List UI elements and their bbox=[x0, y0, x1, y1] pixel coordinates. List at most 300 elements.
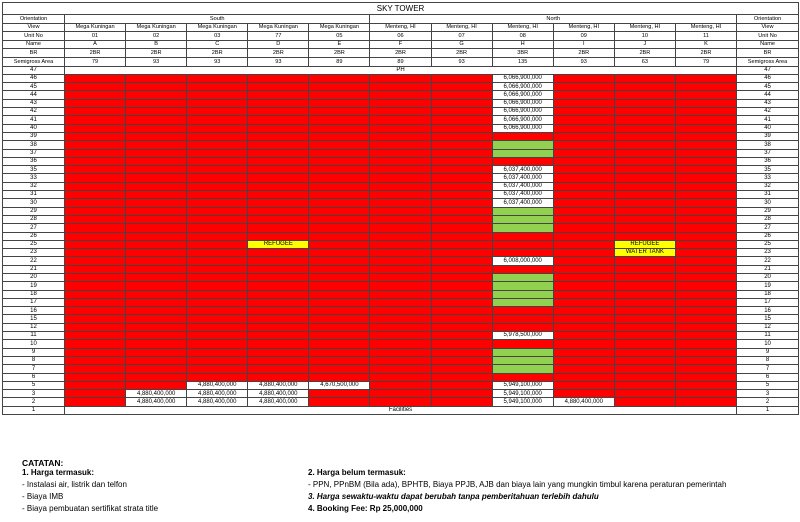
floor-number: 7 bbox=[3, 365, 65, 373]
sold-unit-cell bbox=[553, 365, 614, 373]
sold-unit-cell bbox=[614, 232, 675, 240]
included-item: - Instalasi air, listrik dan telfon bbox=[22, 480, 127, 489]
floor-number: 8 bbox=[3, 356, 65, 364]
sold-unit-cell bbox=[309, 199, 370, 207]
floor-number: 37 bbox=[3, 149, 65, 157]
sold-unit-cell bbox=[431, 249, 492, 257]
sold-unit-cell bbox=[553, 166, 614, 174]
floor-row bbox=[3, 91, 799, 99]
floor-row bbox=[3, 141, 799, 149]
sold-unit-cell bbox=[248, 83, 309, 91]
sold-unit-cell bbox=[614, 323, 675, 331]
sold-unit-cell bbox=[248, 232, 309, 240]
included-title: 1. Harga termasuk: bbox=[22, 468, 95, 477]
floor-number-right: 32 bbox=[737, 182, 799, 190]
sold-unit-cell bbox=[126, 83, 187, 91]
sold-unit-cell bbox=[492, 240, 553, 248]
sold-unit-cell bbox=[309, 157, 370, 165]
sold-unit-cell bbox=[309, 282, 370, 290]
floor-number-right: 46 bbox=[737, 74, 799, 82]
sold-unit-cell bbox=[431, 390, 492, 398]
sold-unit-cell bbox=[614, 124, 675, 132]
sold-unit-cell bbox=[65, 240, 126, 248]
sold-unit-cell bbox=[675, 298, 736, 306]
unit-view: Menteng, HI bbox=[370, 23, 431, 32]
sold-unit-cell bbox=[126, 166, 187, 174]
sold-unit-cell bbox=[614, 191, 675, 199]
facilities-row: Facilities bbox=[65, 406, 737, 414]
floor-number: 30 bbox=[3, 199, 65, 207]
sold-unit-cell bbox=[431, 398, 492, 406]
price-cell: 5,978,500,000 bbox=[492, 332, 553, 340]
sold-unit-cell bbox=[614, 182, 675, 190]
sold-unit-cell bbox=[553, 199, 614, 207]
price-cell: 4,880,400,000 bbox=[187, 381, 248, 389]
sold-unit-cell bbox=[309, 307, 370, 315]
floor-number-right: 20 bbox=[737, 273, 799, 281]
sold-unit-cell bbox=[126, 132, 187, 140]
sold-unit-cell bbox=[65, 381, 126, 389]
sold-unit-cell bbox=[370, 74, 431, 82]
sold-unit-cell bbox=[65, 282, 126, 290]
sold-unit-cell bbox=[614, 174, 675, 182]
sold-unit-cell bbox=[126, 356, 187, 364]
floor-row bbox=[3, 207, 799, 215]
sold-unit-cell bbox=[431, 207, 492, 215]
unit-br: 2BR bbox=[126, 49, 187, 58]
floor-row bbox=[3, 132, 799, 140]
sold-unit-cell bbox=[187, 207, 248, 215]
sold-unit-cell bbox=[553, 390, 614, 398]
sold-unit-cell bbox=[370, 249, 431, 257]
sold-unit-cell bbox=[309, 240, 370, 248]
sold-unit-cell bbox=[187, 232, 248, 240]
floor-number-right: 3 bbox=[737, 390, 799, 398]
header-row-label-right: Unit No bbox=[737, 32, 799, 41]
sold-unit-cell bbox=[675, 282, 736, 290]
sold-unit-cell bbox=[248, 298, 309, 306]
sold-unit-cell bbox=[431, 332, 492, 340]
sold-unit-cell bbox=[675, 191, 736, 199]
sold-unit-cell bbox=[675, 215, 736, 223]
floor-number: 40 bbox=[3, 124, 65, 132]
price-cell: 6,037,400,000 bbox=[492, 191, 553, 199]
sold-unit-cell bbox=[675, 315, 736, 323]
sold-unit-cell bbox=[675, 108, 736, 116]
unit-br: 2BR bbox=[309, 49, 370, 58]
sold-unit-cell bbox=[187, 182, 248, 190]
floor-number-right: 28 bbox=[737, 215, 799, 223]
sold-unit-cell bbox=[65, 83, 126, 91]
floor-number: 10 bbox=[3, 340, 65, 348]
floor-number-right: 18 bbox=[737, 290, 799, 298]
floor-row bbox=[3, 356, 799, 364]
floor-row bbox=[3, 199, 799, 207]
sold-unit-cell bbox=[553, 298, 614, 306]
sold-unit-cell bbox=[248, 132, 309, 140]
unit-name: J bbox=[614, 40, 675, 49]
unit-view: Menteng, HI bbox=[431, 23, 492, 32]
sold-unit-cell bbox=[187, 257, 248, 265]
sold-unit-cell bbox=[431, 290, 492, 298]
sold-unit-cell bbox=[65, 249, 126, 257]
sold-unit-cell bbox=[370, 191, 431, 199]
sold-unit-cell bbox=[248, 99, 309, 107]
floor-number: 2 bbox=[3, 398, 65, 406]
sold-unit-cell bbox=[614, 340, 675, 348]
floor-number-right: 8 bbox=[737, 356, 799, 364]
sold-unit-cell bbox=[187, 166, 248, 174]
unit-area: 93 bbox=[553, 57, 614, 66]
sold-unit-cell bbox=[431, 215, 492, 223]
floor-number: 31 bbox=[3, 191, 65, 199]
sold-unit-cell bbox=[614, 298, 675, 306]
sold-unit-cell bbox=[309, 298, 370, 306]
floor-row bbox=[3, 249, 799, 257]
sold-unit-cell bbox=[65, 298, 126, 306]
sold-unit-cell bbox=[675, 273, 736, 281]
sold-unit-cell bbox=[248, 74, 309, 82]
sold-unit-cell bbox=[248, 356, 309, 364]
unit-unit-no: 05 bbox=[309, 32, 370, 41]
floor-number: 44 bbox=[3, 91, 65, 99]
floor-number-right: 44 bbox=[737, 91, 799, 99]
price-cell: 6,066,900,000 bbox=[492, 83, 553, 91]
sold-unit-cell bbox=[431, 91, 492, 99]
sold-unit-cell bbox=[309, 166, 370, 174]
sold-unit-cell bbox=[614, 83, 675, 91]
floor-number: 17 bbox=[3, 298, 65, 306]
unit-br: 2BR bbox=[187, 49, 248, 58]
sold-unit-cell bbox=[248, 365, 309, 373]
sold-unit-cell bbox=[675, 91, 736, 99]
header-row-label-right: View bbox=[737, 23, 799, 32]
floor-number-right: 6 bbox=[737, 373, 799, 381]
unit-br: 2BR bbox=[614, 49, 675, 58]
floor-number: 35 bbox=[3, 166, 65, 174]
sold-unit-cell bbox=[126, 207, 187, 215]
price-cell: 5,949,100,000 bbox=[492, 390, 553, 398]
sold-unit-cell bbox=[126, 315, 187, 323]
floor-number-right: 11 bbox=[737, 332, 799, 340]
sold-unit-cell bbox=[309, 340, 370, 348]
unit-area: 93 bbox=[187, 57, 248, 66]
sold-unit-cell bbox=[614, 149, 675, 157]
sold-unit-cell bbox=[65, 74, 126, 82]
sold-unit-cell bbox=[126, 282, 187, 290]
floor-number: 41 bbox=[3, 116, 65, 124]
sold-unit-cell bbox=[65, 182, 126, 190]
sold-unit-cell bbox=[370, 298, 431, 306]
sold-unit-cell bbox=[553, 240, 614, 248]
sold-unit-cell bbox=[553, 174, 614, 182]
floor-number-right: 36 bbox=[737, 157, 799, 165]
sold-unit-cell bbox=[675, 83, 736, 91]
sold-unit-cell bbox=[675, 249, 736, 257]
sold-unit-cell bbox=[65, 99, 126, 107]
floor-row bbox=[3, 315, 799, 323]
floor-row bbox=[3, 182, 799, 190]
sold-unit-cell bbox=[126, 373, 187, 381]
sold-unit-cell bbox=[553, 83, 614, 91]
floor-number: 36 bbox=[3, 157, 65, 165]
floor-row bbox=[3, 348, 799, 356]
price-cell: 6,066,900,000 bbox=[492, 108, 553, 116]
sold-unit-cell bbox=[553, 273, 614, 281]
sold-unit-cell bbox=[431, 340, 492, 348]
header-row-label: BR bbox=[3, 49, 65, 58]
south-label: South bbox=[65, 15, 370, 24]
sold-unit-cell bbox=[553, 290, 614, 298]
sold-unit-cell bbox=[553, 381, 614, 389]
floor-number-right: 37 bbox=[737, 149, 799, 157]
sold-unit-cell bbox=[248, 116, 309, 124]
sold-unit-cell bbox=[187, 373, 248, 381]
price-cell: 6,066,900,000 bbox=[492, 116, 553, 124]
sold-unit-cell bbox=[614, 132, 675, 140]
floor-number: 27 bbox=[3, 224, 65, 232]
floor-row bbox=[3, 307, 799, 315]
sold-unit-cell bbox=[553, 157, 614, 165]
sold-unit-cell bbox=[675, 116, 736, 124]
sold-unit-cell bbox=[126, 257, 187, 265]
floor-number: 38 bbox=[3, 141, 65, 149]
unit-br: 2BR bbox=[65, 49, 126, 58]
floor-number-right: 7 bbox=[737, 365, 799, 373]
sold-unit-cell bbox=[370, 207, 431, 215]
notes-heading: CATATAN: bbox=[22, 458, 64, 468]
sold-unit-cell bbox=[309, 265, 370, 273]
sold-unit-cell bbox=[370, 282, 431, 290]
floor-number-right: 43 bbox=[737, 99, 799, 107]
unit-cell bbox=[492, 298, 553, 306]
sold-unit-cell bbox=[248, 215, 309, 223]
sold-unit-cell bbox=[675, 365, 736, 373]
sold-unit-cell bbox=[431, 141, 492, 149]
unit-cell bbox=[492, 365, 553, 373]
sold-unit-cell bbox=[248, 141, 309, 149]
sold-unit-cell bbox=[370, 273, 431, 281]
header-row-label-right: Name bbox=[737, 40, 799, 49]
price-cell: 6,037,400,000 bbox=[492, 174, 553, 182]
sold-unit-cell bbox=[187, 83, 248, 91]
sold-unit-cell bbox=[248, 174, 309, 182]
price-change-note: 3. Harga sewaktu-waktu dapat berubah tanpa pemberitahuan terlebih dahulu bbox=[308, 492, 599, 501]
sold-unit-cell bbox=[370, 373, 431, 381]
sold-unit-cell bbox=[187, 215, 248, 223]
unit-unit-no: 10 bbox=[614, 32, 675, 41]
sold-unit-cell bbox=[370, 182, 431, 190]
floor-row bbox=[3, 66, 799, 74]
floor-number: 1 bbox=[3, 406, 65, 414]
floor-number: 47 bbox=[3, 66, 65, 74]
floor-number-right: 33 bbox=[737, 174, 799, 182]
sold-unit-cell bbox=[187, 265, 248, 273]
sold-unit-cell bbox=[431, 356, 492, 364]
sold-unit-cell bbox=[187, 74, 248, 82]
floor-number-right: 9 bbox=[737, 348, 799, 356]
sold-unit-cell bbox=[187, 332, 248, 340]
sold-unit-cell bbox=[309, 356, 370, 364]
sold-unit-cell bbox=[309, 132, 370, 140]
price-cell: 6,008,000,000 bbox=[492, 257, 553, 265]
sold-unit-cell bbox=[370, 215, 431, 223]
sold-unit-cell bbox=[614, 74, 675, 82]
sold-unit-cell bbox=[248, 307, 309, 315]
floor-number-right: 38 bbox=[737, 141, 799, 149]
north-label: North bbox=[370, 15, 737, 24]
sold-unit-cell bbox=[675, 182, 736, 190]
sold-unit-cell bbox=[614, 348, 675, 356]
floor-number-right: 35 bbox=[737, 166, 799, 174]
sold-unit-cell bbox=[675, 157, 736, 165]
floor-number-right: 25 bbox=[737, 240, 799, 248]
sold-unit-cell bbox=[248, 191, 309, 199]
unit-cell bbox=[492, 348, 553, 356]
floor-row bbox=[3, 398, 799, 406]
sold-unit-cell bbox=[675, 307, 736, 315]
sold-unit-cell bbox=[309, 182, 370, 190]
floor-row bbox=[3, 74, 799, 82]
sold-unit-cell bbox=[126, 99, 187, 107]
price-cell: 4,880,400,000 bbox=[187, 398, 248, 406]
floor-row bbox=[3, 373, 799, 381]
sold-unit-cell bbox=[65, 373, 126, 381]
sold-unit-cell bbox=[248, 199, 309, 207]
unit-unit-no: 01 bbox=[65, 32, 126, 41]
sold-unit-cell bbox=[309, 273, 370, 281]
sold-unit-cell bbox=[431, 232, 492, 240]
unit-unit-no: 77 bbox=[248, 32, 309, 41]
sold-unit-cell bbox=[309, 149, 370, 157]
sold-unit-cell bbox=[614, 257, 675, 265]
price-cell: 4,670,500,000 bbox=[309, 381, 370, 389]
sold-unit-cell bbox=[675, 207, 736, 215]
floor-number: 20 bbox=[3, 273, 65, 281]
sold-unit-cell bbox=[492, 132, 553, 140]
facility-cell: WATER TANK bbox=[614, 249, 675, 257]
sold-unit-cell bbox=[126, 124, 187, 132]
floor-row bbox=[3, 273, 799, 281]
unit-name: C bbox=[187, 40, 248, 49]
sold-unit-cell bbox=[126, 340, 187, 348]
sold-unit-cell bbox=[370, 290, 431, 298]
sold-unit-cell bbox=[187, 340, 248, 348]
sold-unit-cell bbox=[370, 224, 431, 232]
sold-unit-cell bbox=[553, 116, 614, 124]
unit-br: 2BR bbox=[431, 49, 492, 58]
sold-unit-cell bbox=[370, 365, 431, 373]
sold-unit-cell bbox=[65, 348, 126, 356]
sold-unit-cell bbox=[187, 99, 248, 107]
unit-unit-no: 08 bbox=[492, 32, 553, 41]
sold-unit-cell bbox=[431, 273, 492, 281]
floor-number-right: 29 bbox=[737, 207, 799, 215]
sold-unit-cell bbox=[187, 199, 248, 207]
price-cell: 4,880,400,000 bbox=[553, 398, 614, 406]
floor-number: 32 bbox=[3, 182, 65, 190]
sold-unit-cell bbox=[65, 174, 126, 182]
sold-unit-cell bbox=[309, 290, 370, 298]
sold-unit-cell bbox=[126, 232, 187, 240]
sold-unit-cell bbox=[126, 273, 187, 281]
unit-cell bbox=[492, 273, 553, 281]
sold-unit-cell bbox=[309, 124, 370, 132]
sold-unit-cell bbox=[553, 249, 614, 257]
sold-unit-cell bbox=[553, 132, 614, 140]
unit-cell bbox=[492, 149, 553, 157]
sold-unit-cell bbox=[614, 166, 675, 174]
sold-unit-cell bbox=[187, 365, 248, 373]
sold-unit-cell bbox=[126, 348, 187, 356]
price-cell: 6,066,900,000 bbox=[492, 99, 553, 107]
sold-unit-cell bbox=[370, 265, 431, 273]
floor-row bbox=[3, 149, 799, 157]
price-cell: 5,949,100,000 bbox=[492, 398, 553, 406]
unit-area: 93 bbox=[248, 57, 309, 66]
unit-br: 2BR bbox=[675, 49, 736, 58]
included-item: - Biaya IMB bbox=[22, 492, 64, 501]
floor-row bbox=[3, 332, 799, 340]
sold-unit-cell bbox=[187, 323, 248, 331]
sold-unit-cell bbox=[614, 116, 675, 124]
sold-unit-cell bbox=[248, 108, 309, 116]
sold-unit-cell bbox=[126, 265, 187, 273]
header-row-label-right: BR bbox=[737, 49, 799, 58]
unit-name: A bbox=[65, 40, 126, 49]
unit-name: F bbox=[370, 40, 431, 49]
sold-unit-cell bbox=[431, 99, 492, 107]
sold-unit-cell bbox=[248, 265, 309, 273]
unit-area: 79 bbox=[675, 57, 736, 66]
sold-unit-cell bbox=[248, 124, 309, 132]
sold-unit-cell bbox=[370, 232, 431, 240]
sold-unit-cell bbox=[675, 174, 736, 182]
price-cell: 4,880,400,000 bbox=[126, 398, 187, 406]
sold-unit-cell bbox=[675, 257, 736, 265]
sold-unit-cell bbox=[309, 207, 370, 215]
sold-unit-cell bbox=[614, 224, 675, 232]
sold-unit-cell bbox=[431, 174, 492, 182]
sold-unit-cell bbox=[614, 141, 675, 149]
floor-number-right: 17 bbox=[737, 298, 799, 306]
floor-number: 16 bbox=[3, 307, 65, 315]
unit-area: 63 bbox=[614, 57, 675, 66]
unit-view: Menteng, HI bbox=[553, 23, 614, 32]
unit-area: 135 bbox=[492, 57, 553, 66]
floor-number: 42 bbox=[3, 108, 65, 116]
sold-unit-cell bbox=[248, 290, 309, 298]
sold-unit-cell bbox=[309, 215, 370, 223]
sold-unit-cell bbox=[492, 265, 553, 273]
sold-unit-cell bbox=[187, 290, 248, 298]
price-cell: 6,066,900,000 bbox=[492, 91, 553, 99]
sold-unit-cell bbox=[126, 323, 187, 331]
sold-unit-cell bbox=[65, 290, 126, 298]
floor-number-right: 16 bbox=[737, 307, 799, 315]
floor-number-right: 15 bbox=[737, 315, 799, 323]
unit-br: 2BR bbox=[553, 49, 614, 58]
sold-unit-cell bbox=[309, 108, 370, 116]
floor-row bbox=[3, 224, 799, 232]
sold-unit-cell bbox=[187, 298, 248, 306]
floor-number-right: 31 bbox=[737, 191, 799, 199]
floor-number-right: 2 bbox=[737, 398, 799, 406]
floor-row bbox=[3, 215, 799, 223]
sold-unit-cell bbox=[431, 191, 492, 199]
sold-unit-cell bbox=[675, 199, 736, 207]
sold-unit-cell bbox=[126, 182, 187, 190]
